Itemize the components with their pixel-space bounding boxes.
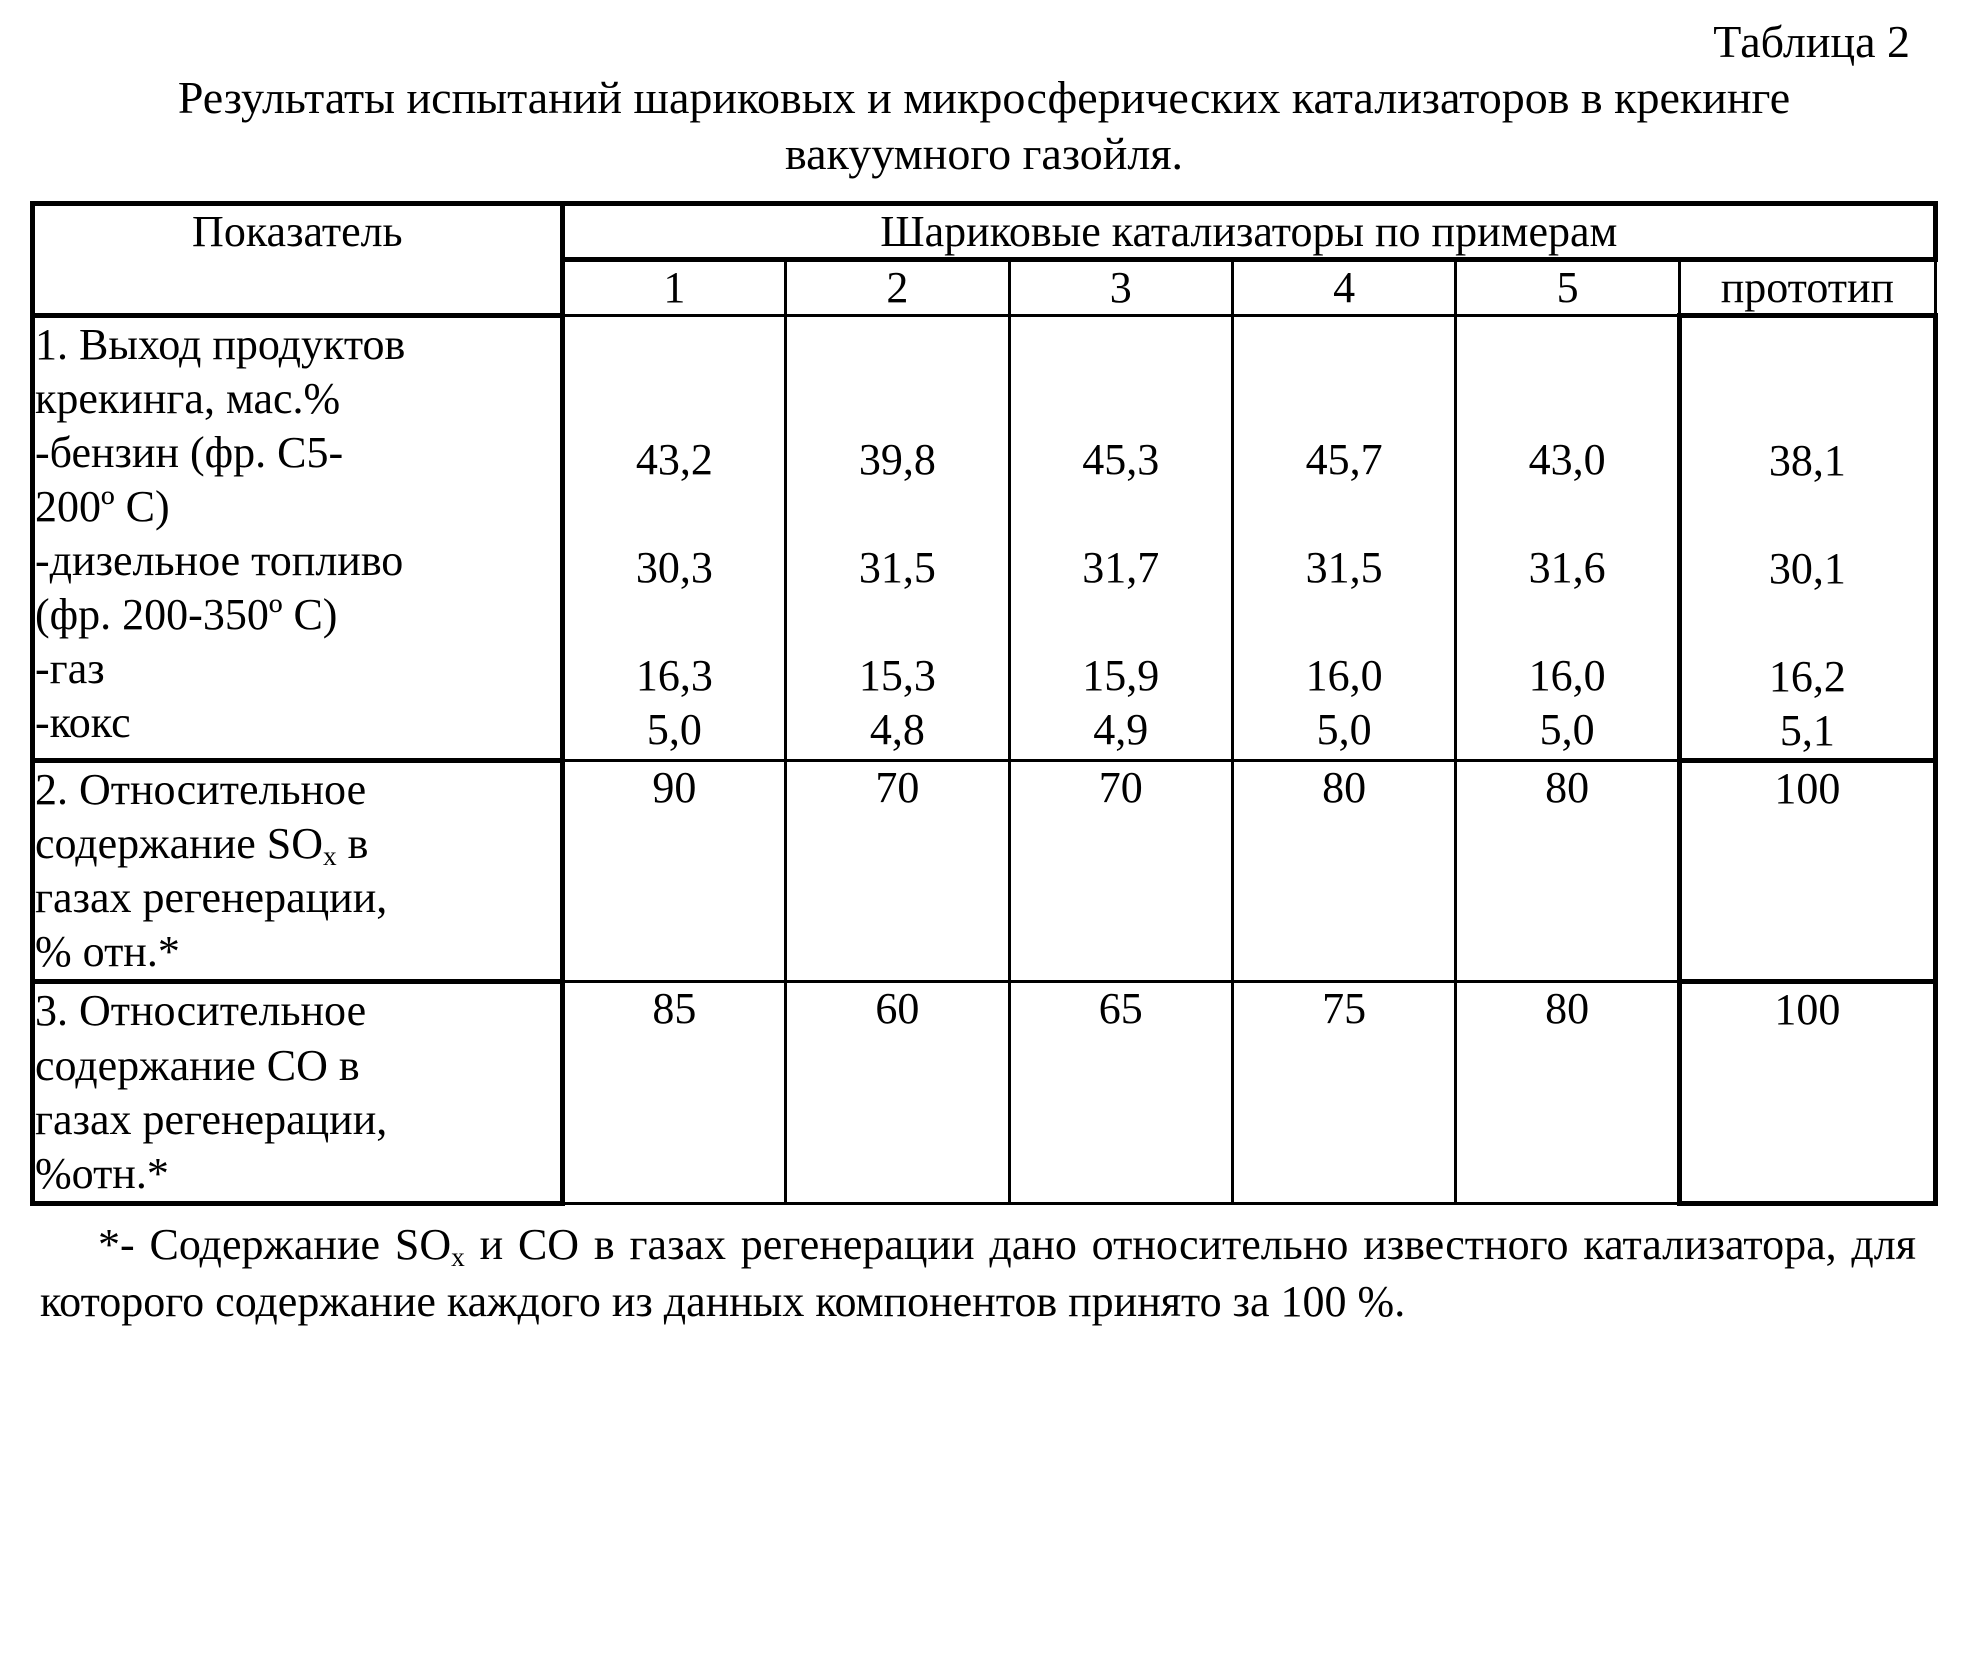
- cell-sox-col4: 80: [1232, 760, 1455, 981]
- cell-co-col5: 80: [1456, 982, 1679, 1203]
- cell-spacer: [1682, 318, 1933, 434]
- label-line: -кокс: [35, 698, 131, 748]
- label-line: -бензин (фр. С5-: [35, 427, 344, 477]
- label-line: крекинга, мас.%: [35, 373, 341, 423]
- label-line: 3. Относительное: [35, 986, 367, 1036]
- label-line: -дизельное топливо: [35, 535, 404, 585]
- cell-value-koks: 5,0: [1316, 704, 1372, 754]
- cell-value-koks: 5,0: [646, 704, 702, 754]
- header-col-5: 5: [1456, 259, 1679, 315]
- cell-value-koks: 4,9: [1093, 704, 1149, 754]
- cell-value-benzin: 43,2: [635, 434, 713, 484]
- label-line: %отн.*: [35, 1148, 169, 1198]
- results-table: [30, 201, 1938, 1206]
- cell-value-gaz: 16,3: [635, 650, 713, 700]
- cell-yield-prototype: [1679, 315, 1935, 760]
- cell-value-koks: 4,8: [869, 704, 925, 754]
- cell-spacer: [1234, 487, 1454, 541]
- cell-value-dizel: 31,5: [858, 542, 936, 592]
- cell-value-gaz: 16,0: [1528, 650, 1606, 700]
- cell-spacer: [565, 317, 784, 433]
- cell-spacer: [1011, 317, 1231, 433]
- row-label-co-content: [33, 982, 563, 1203]
- cell-co-prototype: 100: [1679, 982, 1935, 1203]
- label-line: 2. Относительное: [35, 764, 367, 814]
- header-col-prototype: прототип: [1679, 259, 1935, 315]
- cell-sox-col3: 70: [1009, 760, 1232, 981]
- row-label-sox-content: [33, 760, 563, 981]
- table-row: [33, 760, 1936, 981]
- cell-yield-col3: [1009, 315, 1232, 760]
- cell-value-benzin: 39,8: [858, 434, 936, 484]
- cell-value-dizel: 31,6: [1528, 542, 1606, 592]
- label-line: 1. Выход продуктов: [35, 319, 406, 369]
- cell-spacer: [1011, 487, 1231, 541]
- cell-value-gaz: 15,3: [858, 650, 936, 700]
- cell-co-col1: 85: [562, 982, 785, 1203]
- header-col-4: 4: [1232, 259, 1455, 315]
- label-line: -газ: [35, 644, 105, 694]
- cell-spacer: [1234, 595, 1454, 649]
- cell-value-dizel: 31,5: [1305, 542, 1383, 592]
- cell-value-koks: 5,0: [1539, 704, 1595, 754]
- label-line: содержание СО в: [35, 1040, 360, 1090]
- cell-spacer: [787, 317, 1007, 433]
- row-label-cracking-yield: [33, 315, 563, 760]
- cell-sox-col5: 80: [1456, 760, 1679, 981]
- cell-sox-prototype: 100: [1679, 760, 1935, 981]
- header-group-ball-catalysts: Шариковые катализаторы по примерам: [562, 203, 1935, 259]
- cell-value-dizel: 30,3: [635, 542, 713, 592]
- cell-value-dizel: 30,1: [1768, 543, 1846, 593]
- cell-value-gaz: 16,0: [1305, 650, 1383, 700]
- table-header-row-group: [33, 203, 1936, 259]
- cell-value-dizel: 31,7: [1082, 542, 1160, 592]
- header-col-1: 1: [562, 259, 785, 315]
- footnote: [30, 1216, 1938, 1330]
- table-row: [33, 315, 1936, 760]
- cell-value-benzin: 43,0: [1528, 434, 1606, 484]
- cell-spacer: [1011, 595, 1231, 649]
- table-row: [33, 982, 1936, 1203]
- label-line: газах регенерации,: [35, 873, 388, 923]
- cell-spacer: [565, 595, 784, 649]
- cell-co-col3: 65: [1009, 982, 1232, 1203]
- cell-spacer: [1457, 487, 1676, 541]
- footnote-text: *- Содержание $SO_x$ и СО в газах регенерации дано относительно известного катализатора, для которого содержание каждого из данных компонентов принято за 100 %.: [40, 1219, 1916, 1327]
- header-col-2: 2: [786, 259, 1009, 315]
- cell-value-benzin: 45,3: [1082, 434, 1160, 484]
- header-col-3: 3: [1009, 259, 1232, 315]
- table-caption: Результаты испытаний шариковых и микросферических катализаторов в крекинге вакуумного газойля.: [177, 72, 1791, 180]
- cell-value-benzin: 38,1: [1768, 435, 1846, 485]
- cell-yield-col2: [786, 315, 1009, 760]
- cell-co-col2: 60: [786, 982, 1009, 1203]
- cell-yield-col4: [1232, 315, 1455, 760]
- cell-sox-col2: 70: [786, 760, 1009, 981]
- label-line: % отн.*: [35, 927, 180, 977]
- cell-spacer: [1682, 596, 1933, 650]
- cell-spacer: [1457, 317, 1676, 433]
- cell-value-gaz: 16,2: [1768, 651, 1846, 701]
- cell-value-benzin: 45,7: [1305, 434, 1383, 484]
- table-number: Таблица 2: [1713, 16, 1910, 67]
- label-line: 200º С): [35, 481, 170, 531]
- cell-spacer: [787, 487, 1007, 541]
- cell-spacer: [1234, 317, 1454, 433]
- cell-yield-col1: [562, 315, 785, 760]
- cell-value-koks: 5,1: [1779, 705, 1835, 755]
- cell-spacer: [565, 487, 784, 541]
- label-line: (фр. 200-350º С): [35, 590, 338, 640]
- label-line: содержание $SO_x$ в: [35, 819, 369, 872]
- cell-sox-col1: 90: [562, 760, 785, 981]
- cell-spacer: [787, 595, 1007, 649]
- cell-spacer: [1457, 595, 1676, 649]
- header-parameter: Показатель: [33, 203, 563, 315]
- cell-co-col4: 75: [1232, 982, 1455, 1203]
- cell-spacer: [1682, 488, 1933, 542]
- cell-value-gaz: 15,9: [1082, 650, 1160, 700]
- label-line: газах регенерации,: [35, 1094, 388, 1144]
- cell-yield-col5: [1456, 315, 1679, 760]
